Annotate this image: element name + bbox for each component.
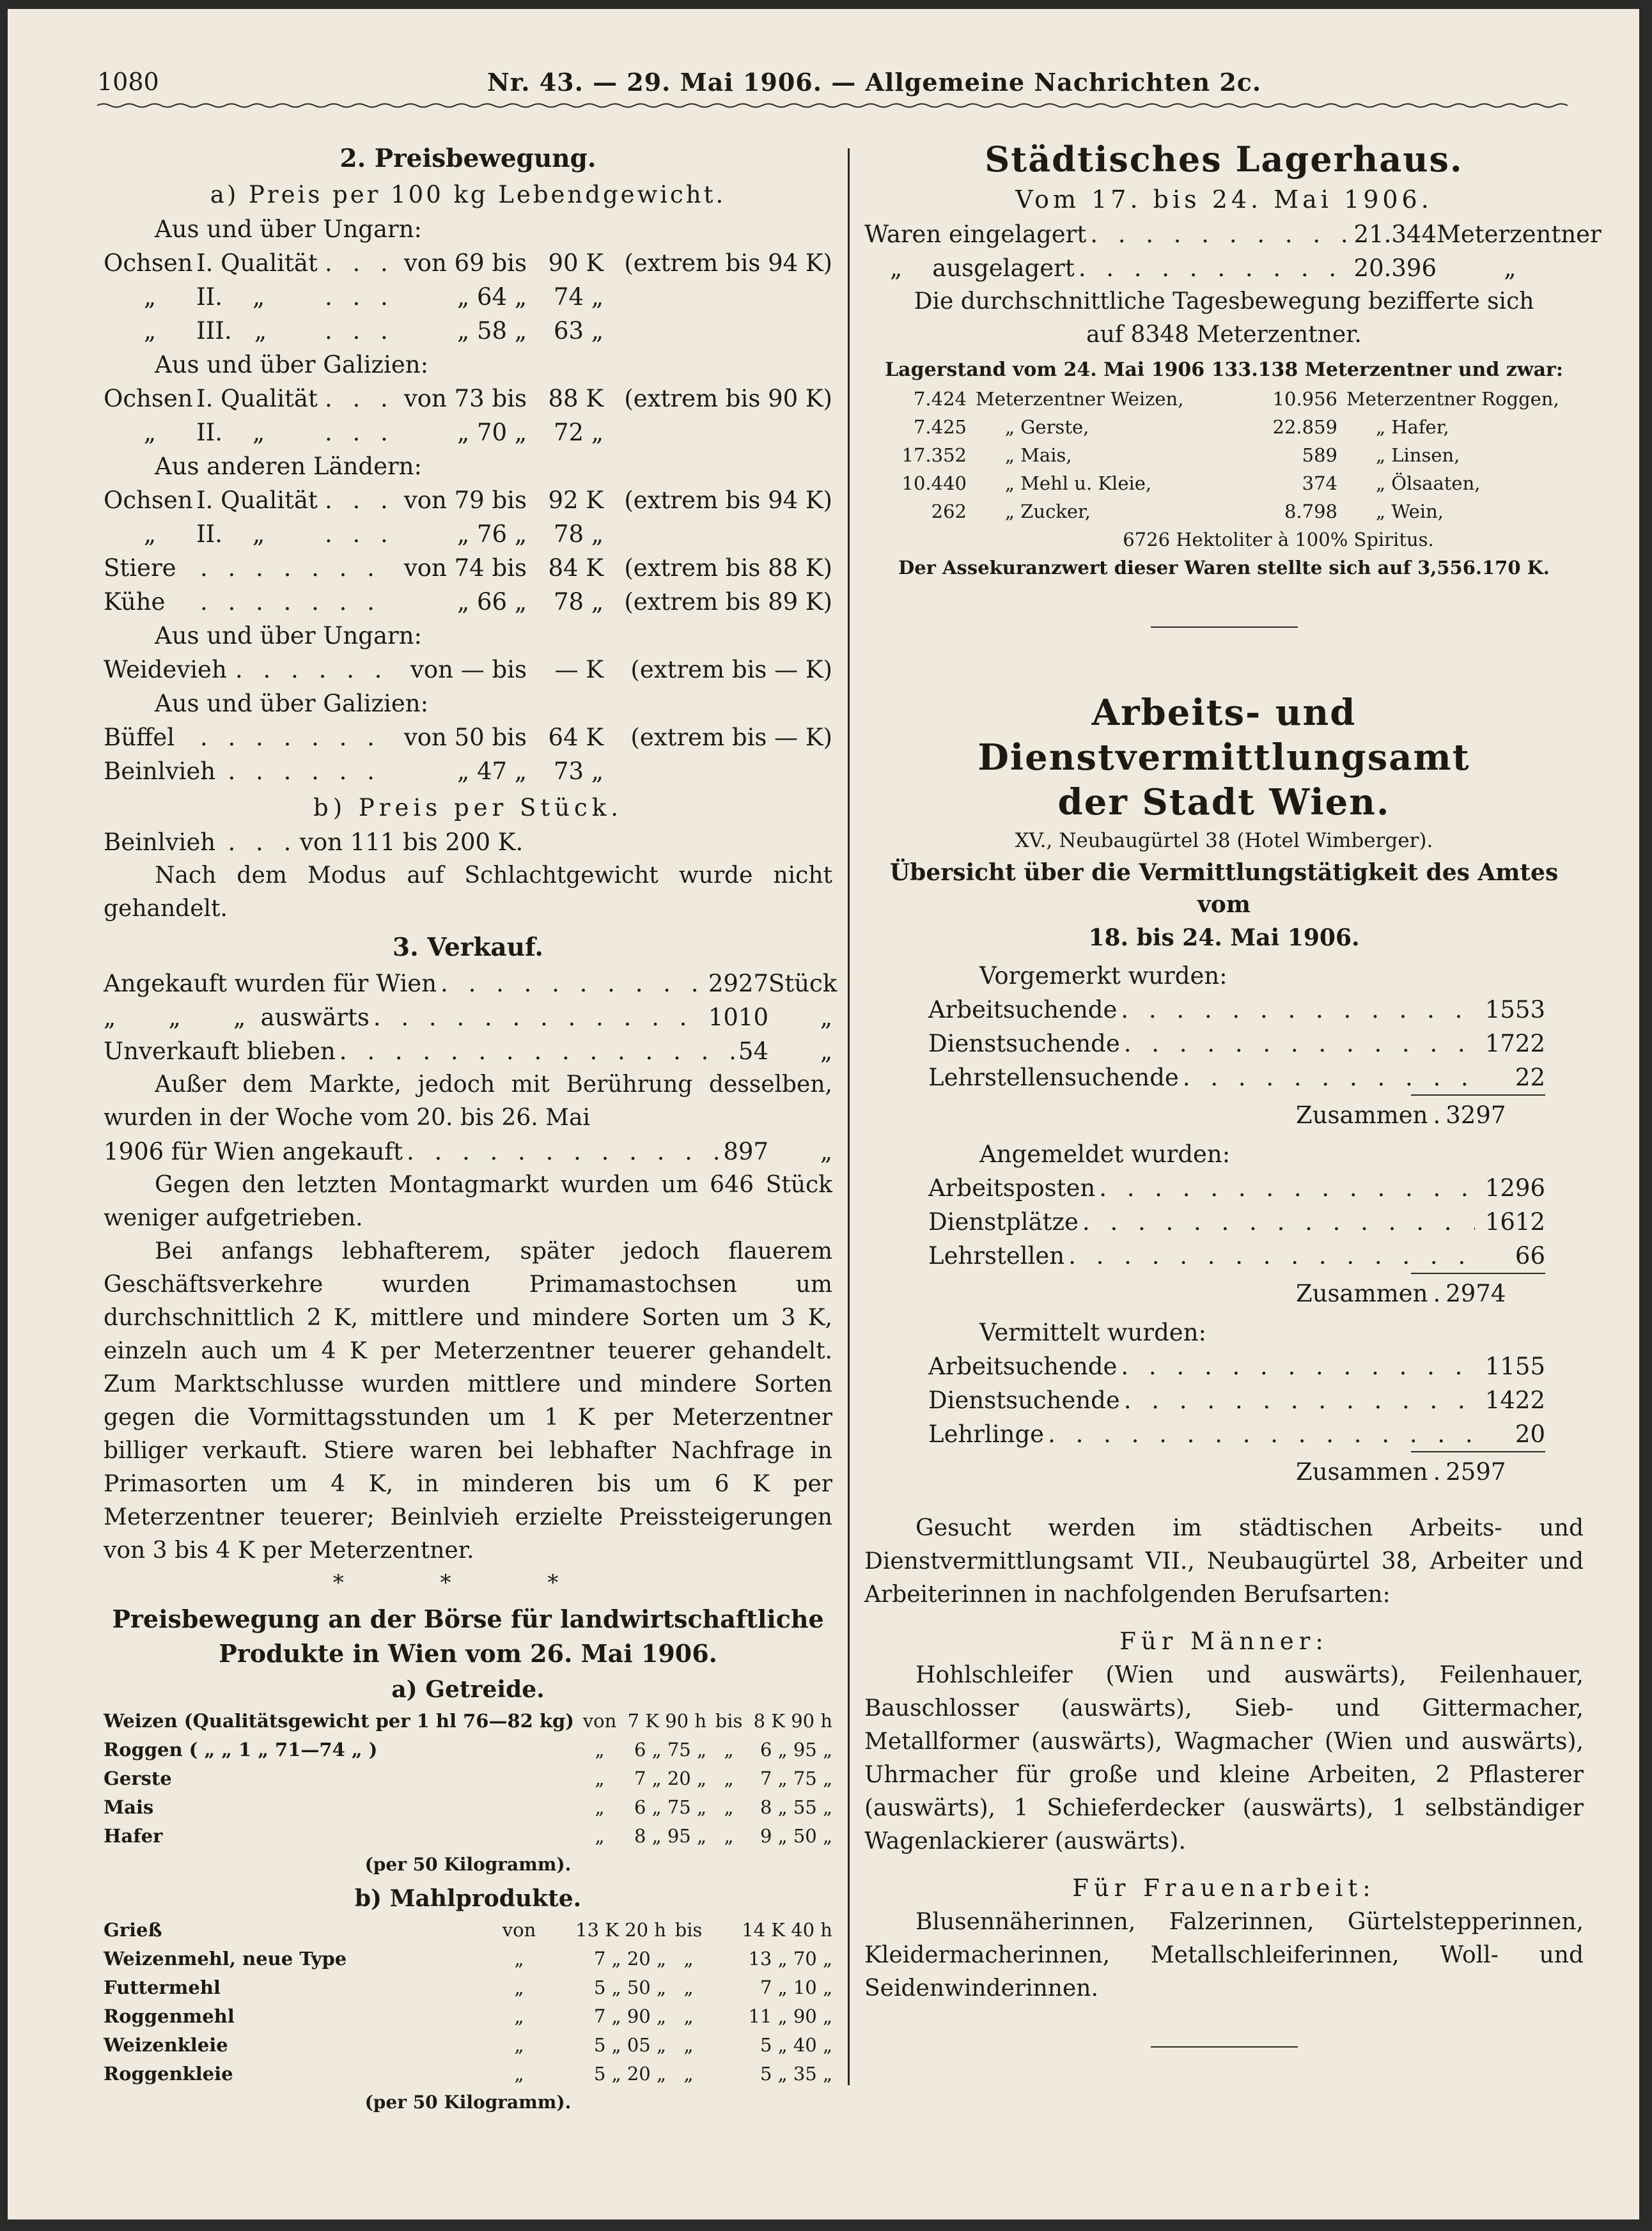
price-row <box>104 517 832 551</box>
stats-label: Lehrlinge <box>928 1420 1045 1448</box>
quality: I. Qualität <box>196 385 318 412</box>
price-row <box>104 585 832 619</box>
lager-label: Waren eingelagert <box>864 221 1087 248</box>
stats-row <box>928 1349 1545 1383</box>
price-group-galizien <box>104 382 832 449</box>
price-row <box>104 720 832 754</box>
product-name: Roggen ( „ „ 1 „ 71—74 „ ) <box>104 1739 378 1761</box>
lager-label: „ ausgelagert <box>890 254 1075 282</box>
product-name: Weizenkleie <box>104 2034 228 2056</box>
total-value: 2974 <box>1446 1280 1506 1307</box>
price-from: 8 „ 95 „ <box>634 1825 706 1847</box>
running-title: Nr. 43. — 29. Mai 1906. — Allgemeine Nachrichten 2c. <box>487 68 1262 97</box>
commodity: „ Hafer, <box>1376 416 1449 438</box>
table-row <box>864 385 1584 413</box>
commodity: „ Wein, <box>1376 501 1444 522</box>
getreide-title: a) Getreide. <box>391 1676 545 1703</box>
animal: Büffel <box>104 724 175 751</box>
stats-label: Dienstsuchende <box>928 1030 1120 1057</box>
table-row <box>864 497 1584 525</box>
boerse-title <box>104 1603 832 1635</box>
price-from: von 50 bis <box>403 724 527 751</box>
stats-row <box>928 1239 1545 1273</box>
sales-paragraph: Außer dem Markte, jedoch mit Berührung desselben, wurden in der Woche vom 20. bis 26. Mai <box>104 1071 832 1131</box>
product-name: Weizen (Qualitätsgewicht per 1 hl 76—82 kg) <box>104 1710 574 1732</box>
price-extreme: (extrem bis — K) <box>630 656 832 683</box>
mahl-title: b) Mahlprodukte. <box>354 1885 582 1912</box>
lagerstand-line: Lagerstand vom 24. Mai 1906 133.138 Meterzentner und zwar: <box>885 359 1563 381</box>
price-to: 64 K <box>548 724 604 751</box>
von: „ <box>595 1768 605 1789</box>
divider-rule <box>1151 2046 1298 2048</box>
lager-paragraph: Die durchschnittliche Tagesbewegung bezifferte sich auf 8348 Meterzentner. <box>914 288 1534 348</box>
section-title-preisbewegung: 2. Preisbewegung. <box>339 144 596 173</box>
stats-heading: Angemeldet wurden: <box>979 1140 1231 1168</box>
stats-row <box>928 1027 1545 1061</box>
price-row <box>104 825 832 859</box>
von: „ <box>514 2034 524 2056</box>
animal: „ <box>143 419 157 446</box>
lager-value: 20.396 <box>1353 254 1437 282</box>
price-to: 88 K <box>548 385 604 412</box>
frauen-list: Blusennäherinnen, Falzerinnen, Gürtelstepperinnen, Kleidermacherinnen, Metallschleiferinnen, Woll- und Seidenwinderinnen. <box>864 1909 1584 2002</box>
price-to: 9 „ 50 „ <box>760 1825 832 1847</box>
animal: Kühe <box>104 588 166 616</box>
origin-heading: Aus anderen Ländern: <box>155 453 422 480</box>
table-row <box>104 1822 832 1851</box>
quality: II. „ <box>196 419 265 446</box>
table-row <box>104 1793 832 1822</box>
price-to: 73 „ <box>553 758 604 785</box>
sum-rule <box>928 1094 1545 1098</box>
stats-row <box>928 1061 1545 1094</box>
stock-value: Der Assekuranzwert dieser Waren stellte sich auf 3,556.170 K. <box>898 557 1550 579</box>
price-to: 8 K 90 h <box>753 1710 832 1732</box>
sales-unit: „ <box>820 1138 832 1165</box>
stats-value: 1422 <box>1484 1387 1545 1414</box>
price-extreme: (extrem bis 89 K) <box>624 588 832 616</box>
sales-value: 2927 <box>708 970 768 997</box>
stats-label: Lehrstellen <box>928 1242 1065 1270</box>
left-column <box>104 137 838 2117</box>
quality: III. „ <box>196 317 267 345</box>
stats-value: 1612 <box>1484 1208 1545 1236</box>
commodity: Meterzentner Weizen, <box>976 388 1184 410</box>
sales-value: 1010 <box>708 1004 768 1031</box>
gesucht-paragraph: Gesucht werden im städtischen Arbeits- und Dienstvermittlungsamt VII., Neubaugürtel 38, Arbeiter und Arbeiterinnen in nachfolgenden Berufsarten: <box>864 1515 1584 1608</box>
stats-total-row: Zusammen . 2597 <box>928 1455 1545 1489</box>
quantity: 8.798 <box>1284 501 1337 522</box>
bis: „ <box>683 1948 694 1970</box>
price-to: 11 „ 90 „ <box>748 2005 832 2027</box>
table-row <box>864 413 1584 441</box>
price-to: 8 „ 55 „ <box>760 1796 832 1818</box>
animal: „ <box>143 520 157 548</box>
sales-unit: „ <box>820 1038 832 1065</box>
commodity: „ Zucker, <box>1005 501 1091 522</box>
price-to: 84 K <box>548 554 604 582</box>
sales-unit: „ <box>820 1004 832 1031</box>
quantity: 374 <box>1302 472 1337 494</box>
unit-note: (per 50 Kilogramm). <box>364 2092 572 2113</box>
price-row <box>104 382 832 416</box>
sum-rule <box>928 1273 1545 1277</box>
sales-list <box>104 967 838 1068</box>
table-row <box>104 1764 832 1793</box>
stock-spirit: 6726 Hektoliter à 100% Spiritus. <box>1123 529 1434 550</box>
stats-row <box>928 1417 1545 1451</box>
price-range: von 111 bis 200 K. <box>300 828 524 856</box>
price-row <box>104 246 832 280</box>
price-from: 7 „ 20 „ <box>593 1948 666 1970</box>
price-extreme: (extrem bis — K) <box>630 724 832 751</box>
price-from: 7 K 90 h <box>627 1710 706 1732</box>
stats-value: 1155 <box>1484 1353 1545 1380</box>
animal: Weidevieh <box>104 656 227 683</box>
von: von <box>502 1919 536 1941</box>
animal: Stiere <box>104 554 176 582</box>
commodity: „ Linsen, <box>1376 444 1460 466</box>
table-row <box>104 2002 832 2031</box>
product-name: Grieß <box>104 1919 162 1941</box>
lagerhaus-title: Städtisches Lagerhaus. <box>985 139 1463 180</box>
bis: „ <box>683 1977 694 1998</box>
product-name: Gerste <box>104 1768 172 1789</box>
sales-paragraph: Gegen den letzten Montagmarkt wurden um 646 Stück weniger aufgetrieben. <box>104 1172 832 1231</box>
page-header <box>97 68 1568 104</box>
newspaper-page <box>8 9 1639 2219</box>
stats-label: Dienstplätze <box>928 1208 1079 1236</box>
stats-value: 1296 <box>1484 1174 1545 1202</box>
stats-label: Arbeitsposten <box>928 1174 1096 1202</box>
price-from: 6 „ 75 „ <box>634 1796 706 1818</box>
price-to: 5 „ 40 „ <box>760 2034 832 2056</box>
bis: bis <box>674 1919 703 1941</box>
table-row <box>104 1736 832 1764</box>
price-row <box>104 483 832 517</box>
price-to: 6 „ 95 „ <box>760 1739 832 1761</box>
quality: II. „ <box>196 283 265 311</box>
price-row <box>104 314 832 348</box>
section-title-verkauf: 3. Verkauf. <box>393 933 543 962</box>
total-label: Zusammen <box>1296 1280 1428 1307</box>
sales-row <box>104 1135 832 1169</box>
stats-label: Dienstsuchende <box>928 1387 1120 1414</box>
stats-value: 20 <box>1515 1420 1545 1448</box>
sales-row <box>104 1034 832 1068</box>
boerse-title-2 <box>104 1638 832 1670</box>
stats-heading: Vorgemerkt wurden: <box>979 962 1227 990</box>
animal: „ <box>143 283 157 311</box>
von: „ <box>595 1739 605 1761</box>
price-from: 7 „ 90 „ <box>593 2005 666 2027</box>
stats-value: 1553 <box>1484 996 1545 1023</box>
table-row <box>104 1973 832 2002</box>
price-extreme: (extrem bis 94 K) <box>624 249 832 277</box>
stats-label: Lehrstellensuchende <box>928 1064 1179 1091</box>
lager-unit: „ <box>1504 254 1516 282</box>
boerse-title-line-2: Produkte in Wien vom 26. Mai 1906. <box>219 1639 717 1668</box>
price-from: „ 76 „ <box>457 520 527 548</box>
bis: „ <box>683 2034 694 2056</box>
total-value: 2597 <box>1446 1458 1506 1486</box>
sales-label: Unverkauft blieben <box>104 1038 336 1065</box>
stats-value: 66 <box>1515 1242 1545 1270</box>
animal: Ochsen <box>104 385 193 412</box>
stats-row <box>928 993 1545 1027</box>
price-to: 63 „ <box>553 317 604 345</box>
lager-value: 21.344 <box>1353 221 1437 248</box>
divider-rule <box>1151 626 1298 628</box>
maenner-list: Hohlschleifer (Wien und auswärts), Feilenhauer, Bauschlosser (auswärts), Sieb- und Gittermacher, Metallformer (auswärts), Wagmacher (Wien und auswärts), Uhrmacher für große und kleine Arbeiten, 2 Pflasterer (auswärts), 1 Schieferdecker (auswärts), 1 selbständiger Wagenlackierer (auswärts). <box>864 1662 1584 1854</box>
price-from: „ 70 „ <box>457 419 527 446</box>
von: „ <box>514 1948 524 1970</box>
price-from: 5 „ 50 „ <box>593 1977 666 1998</box>
origin-heading: Aus und über Galizien: <box>155 690 429 717</box>
commodity: „ Ölsaaten, <box>1376 472 1481 494</box>
price-group-ungarn <box>104 246 832 348</box>
subsection-title-per-stueck: b) Preis per Stück. <box>313 794 623 821</box>
product-name: Weizenmehl, neue Type <box>104 1948 347 1970</box>
total-label: Zusammen <box>1296 1101 1428 1129</box>
origin-heading: Aus und über Ungarn: <box>155 622 423 649</box>
von: von <box>582 1710 617 1732</box>
price-group-andere <box>104 483 832 619</box>
stats-row <box>928 1171 1545 1205</box>
animal: Beinlvieh <box>104 758 216 785</box>
subsection-title-lebendgewicht: a) Preis per 100 kg Lebendgewicht. <box>210 181 726 208</box>
quantity: 17.352 <box>901 444 967 466</box>
bis: bis <box>715 1710 743 1732</box>
sales-label: 1906 für Wien angekauft <box>104 1138 403 1165</box>
stats-label: Arbeitsuchende <box>928 1353 1118 1380</box>
price-to: 74 „ <box>553 283 604 311</box>
bis: „ <box>724 1768 734 1789</box>
quantity: 589 <box>1302 444 1337 466</box>
price-from: 6 „ 75 „ <box>634 1739 706 1761</box>
animal: Beinlvieh <box>104 828 216 856</box>
sales-unit: Stück <box>768 970 838 997</box>
quantity: 7.424 <box>913 388 967 410</box>
price-row <box>104 653 832 687</box>
price-to: 92 K <box>548 486 604 514</box>
table-row <box>104 2031 832 2060</box>
product-name: Roggenmehl <box>104 2005 235 2027</box>
bis: „ <box>724 1739 734 1761</box>
stats-value: 1722 <box>1484 1030 1545 1057</box>
sales-row <box>104 967 838 1000</box>
price-from: von 74 bis <box>403 554 527 582</box>
table-row <box>104 1916 832 1945</box>
origin-heading: Aus und über Ungarn: <box>155 215 423 243</box>
bis: „ <box>724 1825 734 1847</box>
commodity: Meterzentner Roggen, <box>1346 388 1559 410</box>
table-row <box>104 1945 832 1973</box>
quantity: 10.440 <box>901 472 967 494</box>
commodity: „ Mais, <box>1005 444 1072 466</box>
quality: I. Qualität <box>196 486 318 514</box>
lager-row <box>864 217 1601 251</box>
mahl-table <box>104 1916 832 2088</box>
price-from: „ 58 „ <box>457 317 527 345</box>
price-from: „ 64 „ <box>457 283 527 311</box>
unit-note: (per 50 Kilogramm). <box>364 1854 572 1875</box>
price-from: von — bis <box>410 656 527 683</box>
amt-title-line-2: der Stadt Wien. <box>1057 781 1391 823</box>
header-wavy-rule <box>97 102 1568 109</box>
table-row <box>864 469 1584 497</box>
stats-total-row: Zusammen . 2974 <box>928 1277 1545 1310</box>
price-to: 72 „ <box>553 419 604 446</box>
commodity: „ Mehl u. Kleie, <box>1005 472 1152 494</box>
maenner-title: Für Männer: <box>1119 1628 1329 1655</box>
product-name: Hafer <box>104 1825 163 1847</box>
price-to: — K <box>554 656 604 683</box>
price-to: 90 K <box>548 249 604 277</box>
price-to: 14 K 40 h <box>742 1919 832 1941</box>
von: „ <box>514 2005 524 2027</box>
statistics-block <box>864 959 1584 1489</box>
bis: „ <box>683 2005 694 2027</box>
quantity: 7.425 <box>913 416 967 438</box>
price-row <box>104 551 832 585</box>
price-from: von 79 bis <box>403 486 527 514</box>
price-from: 7 „ 20 „ <box>634 1768 706 1789</box>
von: „ <box>595 1825 605 1847</box>
table-row <box>864 441 1584 469</box>
stock-table <box>864 385 1584 525</box>
getreide-table <box>104 1707 832 1851</box>
price-extreme: (extrem bis 94 K) <box>624 486 832 514</box>
product-name: Mais <box>104 1796 154 1818</box>
stats-value: 22 <box>1515 1064 1545 1091</box>
column-divider <box>848 148 850 2085</box>
amt-subtitle-1: Übersicht über die Vermittlungstätigkeit des Amtes vom <box>889 859 1559 918</box>
lager-unit: Meterzentner <box>1437 221 1601 248</box>
price-from: von 69 bis <box>403 249 527 277</box>
quantity: 22.859 <box>1272 416 1337 438</box>
von: „ <box>595 1796 605 1818</box>
sales-value: 54 <box>738 1038 768 1065</box>
sales-value: 897 <box>723 1138 768 1165</box>
sales-label: Angekauft wurden für Wien <box>104 970 437 997</box>
lager-row <box>864 251 1584 285</box>
page-number: 1080 <box>97 68 159 96</box>
total-value: 3297 <box>1446 1101 1506 1129</box>
price-from: 13 K 20 h <box>575 1919 666 1941</box>
von: „ <box>514 1977 524 1998</box>
amt-title-line-1: Arbeits- und Dienstvermittlungsamt <box>978 692 1470 779</box>
bis: „ <box>724 1796 734 1818</box>
market-report-paragraph: Bei anfangs lebhafterem, später jedoch flauerem Geschäftsverkehre wurden Primamastochsen um durchschnittlich 2 K, mittlere und mindere Sorten um 3 K, einzeln auch um 4 K per Meterzentner teuerer gehandelt. Zum Marktschlusse wurden mittlere und mindere Sorten gegen die Vormittagsstunden um 1 K per Meterzentner billiger verkauft. Stiere waren bei lebhafter Nachfrage in Primasorten um 4 K, in minderen bis um 6 K per Meterzentner teuerer; Beinlvieh erzielte Preissteigerungen von 3 bis 4 K per Meterzentner. <box>104 1238 832 1564</box>
total-label: Zusammen <box>1296 1458 1428 1486</box>
table-row <box>104 2060 832 2088</box>
animal: Ochsen <box>104 486 193 514</box>
quality: II. „ <box>196 520 265 548</box>
bis: „ <box>683 2063 694 2085</box>
price-extreme: (extrem bis 88 K) <box>624 554 832 582</box>
product-name: Futtermehl <box>104 1977 221 1998</box>
sales-label: „ „ „ auswärts <box>104 1004 370 1031</box>
price-from: „ 47 „ <box>457 758 527 785</box>
stats-total-row: Zusammen . 3297 <box>928 1098 1545 1132</box>
frauen-title: Für Frauenarbeit: <box>1072 1874 1376 1902</box>
quantity: 10.956 <box>1272 388 1337 410</box>
lagerhaus-dates: Vom 17. bis 24. Mai 1906. <box>1015 185 1433 214</box>
amt-subtitle-2: 18. bis 24. Mai 1906. <box>1088 924 1360 951</box>
price-from: von 73 bis <box>403 385 527 412</box>
quantity: 262 <box>931 501 967 522</box>
commodity: „ Gerste, <box>1005 416 1089 438</box>
origin-heading: Aus und über Galizien: <box>155 351 429 378</box>
price-to: 7 „ 10 „ <box>760 1977 832 1998</box>
von: „ <box>514 2063 524 2085</box>
stats-heading: Vermittelt wurden: <box>979 1319 1206 1346</box>
stats-label: Arbeitsuchende <box>928 996 1118 1023</box>
amt-address: XV., Neubaugürtel 38 (Hotel Wimberger). <box>1015 829 1433 852</box>
product-name: Roggenkleie <box>104 2063 233 2085</box>
price-to: 78 „ <box>553 520 604 548</box>
boerse-title-line-1: Preisbewegung an der Börse für landwirtschaftliche <box>112 1605 824 1633</box>
price-to: 5 „ 35 „ <box>760 2063 832 2085</box>
price-to: 13 „ 70 „ <box>748 1948 832 1970</box>
price-from: 5 „ 20 „ <box>593 2063 666 2085</box>
price-from: „ 66 „ <box>457 588 527 616</box>
price-row <box>104 280 832 314</box>
table-row <box>104 1707 832 1736</box>
stats-row <box>928 1205 1545 1239</box>
note-paragraph: Nach dem Modus auf Schlachtgewicht wurde nicht gehandelt. <box>104 862 832 922</box>
quality: I. Qualität <box>196 249 318 277</box>
price-to: 78 „ <box>553 588 604 616</box>
price-extreme: (extrem bis 90 K) <box>624 385 832 412</box>
sum-rule <box>928 1451 1545 1455</box>
stats-row <box>928 1383 1545 1417</box>
animal: „ <box>143 317 157 345</box>
section-stars: * * * <box>332 1570 604 1596</box>
price-from: 5 „ 05 „ <box>593 2034 666 2056</box>
sales-row <box>104 1000 832 1034</box>
animal: Ochsen <box>104 249 193 277</box>
price-to: 7 „ 75 „ <box>760 1768 832 1789</box>
right-column <box>864 137 1601 2048</box>
price-row <box>104 416 832 449</box>
price-row <box>104 754 832 788</box>
